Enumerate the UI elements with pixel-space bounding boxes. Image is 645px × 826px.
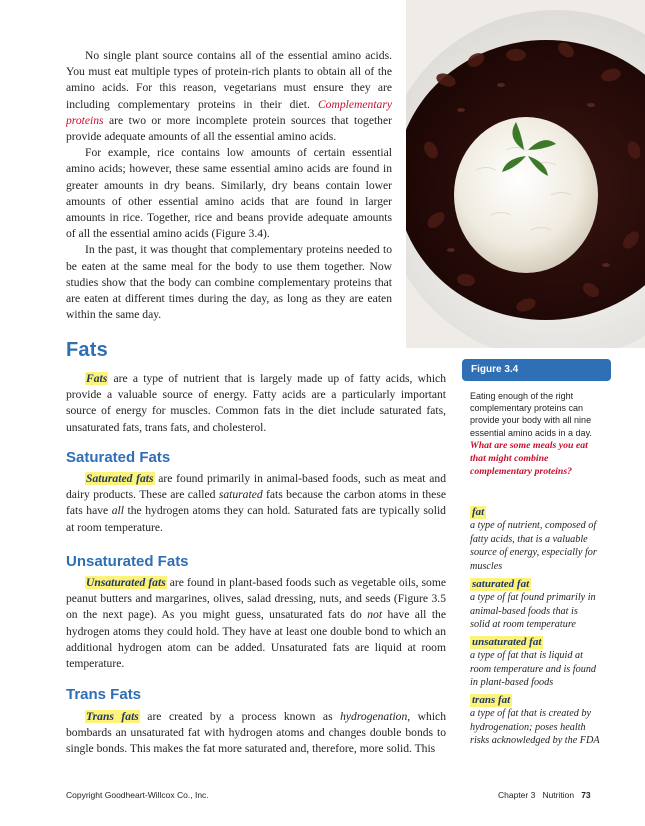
saturated-fats-term: Saturated fats <box>86 472 154 485</box>
figure-caption: Eating enough of the right complementary proteins can provide your body with all nine essential amino acids in a day. What are some meals you eat that might combine complementary proteins? <box>470 391 592 478</box>
glossary-definition: a type of fat found primarily in animal-based foods that is solid at room temperature <box>470 592 596 631</box>
figure-label-tab: Figure 3.4 <box>462 359 611 381</box>
unsaturated-fats-text: Unsaturated fats are found in plant-based foods such as vegetable oils, some peanut butters and margarines, olives, salad dressing, nuts, and seeds (Figure 3.5 on the next page). As you might guess, unsaturated fats do not have all the hydrogen atoms they could hold. They have at least one double bond to which an additional hydrogen atom can be added. Unsaturated fats are liquid at room temperature. <box>66 576 447 671</box>
page-number: 73 <box>581 790 591 800</box>
copyright-notice: Copyright Goodheart-Willcox Co., Inc. <box>66 790 209 800</box>
glossary-definition: a type of nutrient, composed of fatty acids, that is a valuable source of energy, especially for muscles <box>470 520 597 572</box>
fats-heading: Fats <box>66 339 108 361</box>
glossary-term: trans fat <box>472 694 511 706</box>
chapter-label: Chapter 3 Nutrition 73 <box>498 790 591 800</box>
glossary-definition: a type of fat that is created by hydrogenation; poses health risks acknowledged by the FDA <box>470 708 600 747</box>
intro-paragraph-3: In the past, it was thought that complementary proteins needed to be eaten at the same meal for the body to use them together. Now studies show that the body can combine complementary proteins that are eaten at different times during the day, as long as they are eaten within the same day. <box>66 243 392 322</box>
trans-fats-heading: Trans Fats <box>66 686 142 703</box>
unsaturated-fats-heading: Unsaturated Fats <box>66 553 189 570</box>
saturated-fats-heading: Saturated Fats <box>66 449 171 466</box>
fats-text: Fats are a type of nutrient that is largely made up of fatty acids, which provide a valuable source of energy. Fatty acids are a particularly important source of energy for muscles. Common fats in the diet include saturated fats, unsaturated fats, trans fats, and cholesterol. <box>66 372 446 434</box>
glossary-entry-fat <box>470 506 600 573</box>
glossary-entry-trans-fat <box>470 694 600 748</box>
figure-question: What are some meals you eat that might combine complementary proteins? <box>470 439 588 478</box>
glossary-term: fat <box>472 506 485 518</box>
glossary-term: saturated fat <box>472 578 530 590</box>
rice-and-beans-photo <box>406 0 645 348</box>
complementary-proteins-term: Complementary proteins <box>66 97 392 127</box>
trans-fats-text: Trans fats are created by a process known as hydrogenation, which bombards an unsaturated fat with hydrogen atoms and changes double bonds to single bonds. This makes the fat more saturated and, therefore, more solid. This <box>66 710 447 756</box>
glossary-entry-unsaturated-fat <box>470 636 600 690</box>
fats-term: Fats <box>86 372 108 385</box>
glossary-definition: a type of fat that is liquid at room temperature and is found in plant-based foods <box>470 650 597 689</box>
glossary-entry-saturated-fat <box>470 578 600 632</box>
unsaturated-fats-term: Unsaturated fats <box>86 576 166 589</box>
intro-paragraph-2: For example, rice contains low amounts of certain essential amino acids; however, these same essential amino acids are found in greater amounts in dry beans. Similarly, dry beans contain lower amounts of other essential amino acids that are found in larger amounts in rice. Together, rice and beans provide adequate amounts of all the essential amino acids (Figure 3.4). <box>66 146 392 241</box>
glossary-term: unsaturated fat <box>472 636 542 648</box>
trans-fats-term: Trans fats <box>86 710 139 723</box>
saturated-fats-text: Saturated fats are found primarily in animal-based foods, such as meat and dairy products. These are called saturated fats because the carbon atoms in these fats have all the hydrogen atoms they can hold. Saturated fats are typically solid at room temperature. <box>66 472 446 534</box>
rice-and-beans-illustration <box>406 0 645 348</box>
intro-text <box>66 48 392 323</box>
intro-paragraph-1: No single plant source contains all of the essential amino acids. You must eat multiple types of protein-rich plants to obtain all of the amino acids. For this reason, vegetarians must ensure they are including complementary proteins in their diet. Complementary proteins are two or more incomplete protein sources that together provide adequate amounts of all the essential amino acids. <box>66 49 392 144</box>
